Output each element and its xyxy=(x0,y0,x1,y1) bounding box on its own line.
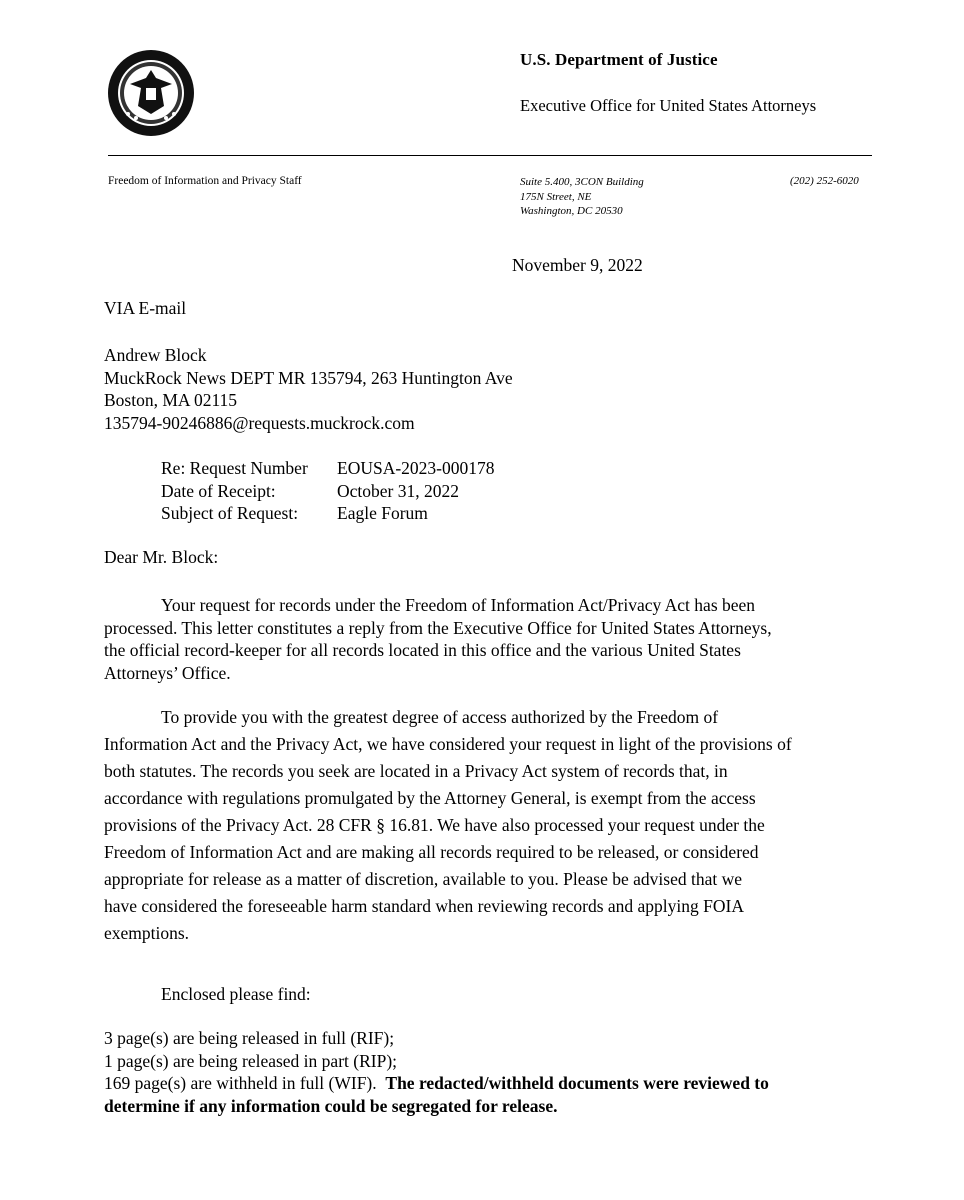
page-counts xyxy=(104,1027,904,1117)
office-name: Executive Office for United States Attorneys xyxy=(520,96,817,115)
paragraph-line: Information Act and the Privacy Act, we have considered your request in light of the provisions of xyxy=(104,734,792,754)
segregation-statement: The redacted/withheld documents were reviewed to xyxy=(385,1073,769,1093)
address-line: Suite 5.400, 3CON Building xyxy=(520,176,644,188)
released-part-count: 1 page(s) are being released in part (RIP); xyxy=(104,1050,398,1071)
reference-block xyxy=(161,457,495,525)
withheld-count: 169 page(s) are withheld in full (WIF). xyxy=(104,1073,377,1093)
paragraph-line: Attorneys’ Office. xyxy=(104,662,231,683)
reference-row xyxy=(161,457,495,480)
reference-value: Eagle Forum xyxy=(337,503,428,523)
address-line: 175N Street, NE xyxy=(520,190,592,203)
recipient-email: 135794-90246886@requests.muckrock.com xyxy=(104,412,415,433)
recipient-line: Andrew Block xyxy=(104,345,207,365)
reference-value: EOUSA-2023-000178 xyxy=(337,458,495,478)
paragraph-access xyxy=(104,704,894,947)
reference-row xyxy=(161,480,495,503)
letterhead-divider xyxy=(108,155,872,156)
paragraph-line: provisions of the Privacy Act. 28 CFR § 16.81. We have also processed your request under the xyxy=(104,815,765,835)
reference-row xyxy=(161,502,495,525)
department-of-justice-seal xyxy=(106,48,196,138)
paragraph-line: Freedom of Information Act and are making all records required to be released, or considered xyxy=(104,842,759,862)
office-address xyxy=(520,175,644,219)
paragraph-line: the official record-keeper for all records located in this office and the various United States xyxy=(104,640,741,660)
paragraph-line: both statutes. The records you seek are located in a Privacy Act system of records that, in xyxy=(104,761,728,781)
paragraph-line: Your request for records under the Freedom of Information Act/Privacy Act has been xyxy=(161,595,756,615)
segregation-statement-cont: determine if any information could be segregated for release. xyxy=(104,1095,558,1116)
recipient-block xyxy=(104,344,513,434)
recipient-line: MuckRock News DEPT MR 135794, 263 Huntington Ave xyxy=(104,367,513,388)
enclosed-heading: Enclosed please find: xyxy=(161,984,311,1004)
paragraph-line: appropriate for release as a matter of discretion, available to you. Please be advised that we xyxy=(104,869,743,889)
address-line: Washington, DC 20530 xyxy=(520,205,623,217)
recipient-line: Boston, MA 02115 xyxy=(104,390,238,410)
reference-label: Subject of Request: xyxy=(161,503,299,523)
paragraph-line: processed. This letter constitutes a reply from the Executive Office for United States Attorneys, xyxy=(104,617,772,638)
letter-date: November 9, 2022 xyxy=(512,255,643,275)
paragraph-line: exemptions. xyxy=(104,923,190,943)
paragraph-line: have considered the foreseeable harm standard when reviewing records and applying FOIA xyxy=(104,896,744,916)
released-full-count: 3 page(s) are being released in full (RIF); xyxy=(104,1028,395,1048)
salutation: Dear Mr. Block: xyxy=(104,547,219,567)
reference-value: October 31, 2022 xyxy=(337,480,459,501)
paragraph-processed xyxy=(104,594,894,684)
paragraph-line: accordance with regulations promulgated by the Attorney General, is exempt from the access xyxy=(104,788,756,808)
agency-name: U.S. Department of Justice xyxy=(520,50,718,69)
delivery-method: VIA E-mail xyxy=(104,298,187,318)
reference-label: Date of Receipt: xyxy=(161,480,276,501)
paragraph-line: To provide you with the greatest degree of access authorized by the Freedom of xyxy=(161,707,719,727)
reference-label: Re: Request Number xyxy=(161,458,308,478)
staff-name: Freedom of Information and Privacy Staff xyxy=(108,175,302,187)
office-phone: (202) 252-6020 xyxy=(790,175,859,187)
